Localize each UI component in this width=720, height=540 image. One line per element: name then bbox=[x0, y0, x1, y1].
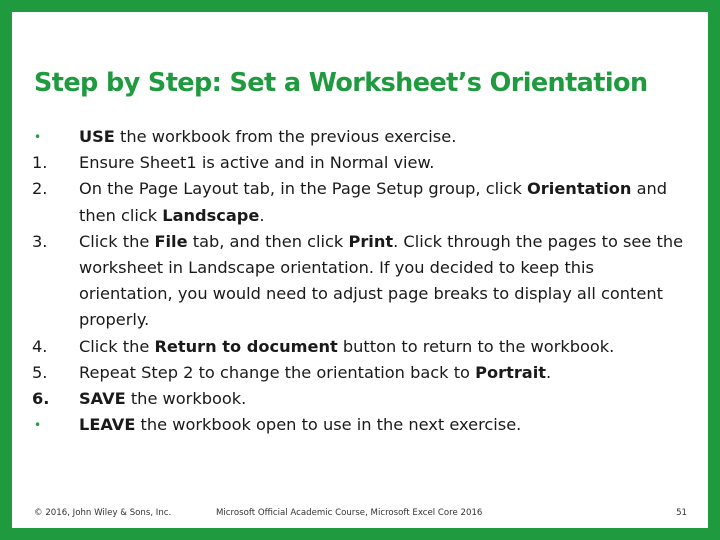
step-text-segment: . bbox=[546, 362, 552, 382]
step-item bbox=[32, 124, 692, 150]
step-keyword: LEAVE bbox=[79, 415, 136, 435]
step-text-segment: button to return to the workbook. bbox=[337, 336, 615, 356]
step-text bbox=[79, 229, 692, 334]
steps-list bbox=[32, 124, 692, 438]
step-text-segment: and then click bbox=[79, 179, 668, 225]
footer-page-number: 51 bbox=[676, 508, 687, 518]
step-text bbox=[79, 176, 692, 228]
bullet-marker: • bbox=[34, 130, 42, 144]
step-text bbox=[79, 412, 692, 438]
step-keyword: Orientation bbox=[527, 179, 632, 199]
step-text-segment: Click the bbox=[79, 231, 155, 251]
step-item bbox=[32, 360, 692, 386]
step-number: 1. bbox=[32, 153, 48, 173]
step-text bbox=[79, 334, 692, 360]
slide bbox=[12, 12, 708, 528]
step-number: 3. bbox=[32, 231, 48, 251]
step-text-segment: . Click through the pages to see the worksheet in Landscape orientation. If you decided to keep this orientation, you would need to adjust page breaks to display all content properly. bbox=[79, 231, 684, 330]
step-item bbox=[32, 176, 692, 228]
step-text-segment: Click the bbox=[79, 336, 155, 356]
slide-title: Step by Step: Set a Worksheet’s Orientation bbox=[34, 68, 648, 98]
step-keyword: USE bbox=[79, 127, 115, 146]
step-text bbox=[79, 386, 692, 412]
step-text-segment: Repeat Step 2 to change the orientation back to bbox=[79, 362, 476, 382]
step-text-segment: Ensure Sheet1 is active and in Normal view. bbox=[79, 153, 435, 173]
step-keyword: Portrait bbox=[475, 362, 547, 382]
step-number: 4. bbox=[32, 336, 48, 356]
step-keyword: Landscape bbox=[162, 205, 260, 225]
step-number: 2. bbox=[32, 179, 48, 199]
step-keyword: File bbox=[154, 231, 188, 251]
step-text-segment: the workbook. bbox=[125, 389, 247, 409]
step-item bbox=[32, 334, 692, 360]
step-text-segment: the workbook from the previous exercise. bbox=[114, 127, 457, 146]
step-keyword: Return to document bbox=[154, 336, 338, 356]
step-item bbox=[32, 412, 692, 438]
step-text-segment: tab, and then click bbox=[187, 231, 349, 251]
step-item bbox=[32, 386, 692, 412]
step-item bbox=[32, 229, 692, 334]
step-text bbox=[79, 360, 692, 386]
step-text-segment: On the Page Layout tab, in the Page Setup group, click bbox=[79, 179, 528, 199]
step-number: 5. bbox=[32, 362, 48, 382]
step-item bbox=[32, 150, 692, 176]
step-text-segment: . bbox=[259, 205, 265, 225]
step-text bbox=[79, 124, 692, 150]
footer-copyright: © 2016, John Wiley & Sons, Inc. bbox=[34, 508, 172, 518]
step-text-segment: the workbook open to use in the next exercise. bbox=[135, 415, 522, 435]
step-keyword: Print bbox=[348, 231, 394, 251]
step-number: 6. bbox=[32, 389, 50, 409]
step-keyword: SAVE bbox=[79, 389, 126, 409]
bullet-marker: • bbox=[34, 418, 42, 433]
footer-course: Microsoft Official Academic Course, Microsoft Excel Core 2016 bbox=[216, 508, 483, 518]
step-text bbox=[79, 150, 692, 176]
